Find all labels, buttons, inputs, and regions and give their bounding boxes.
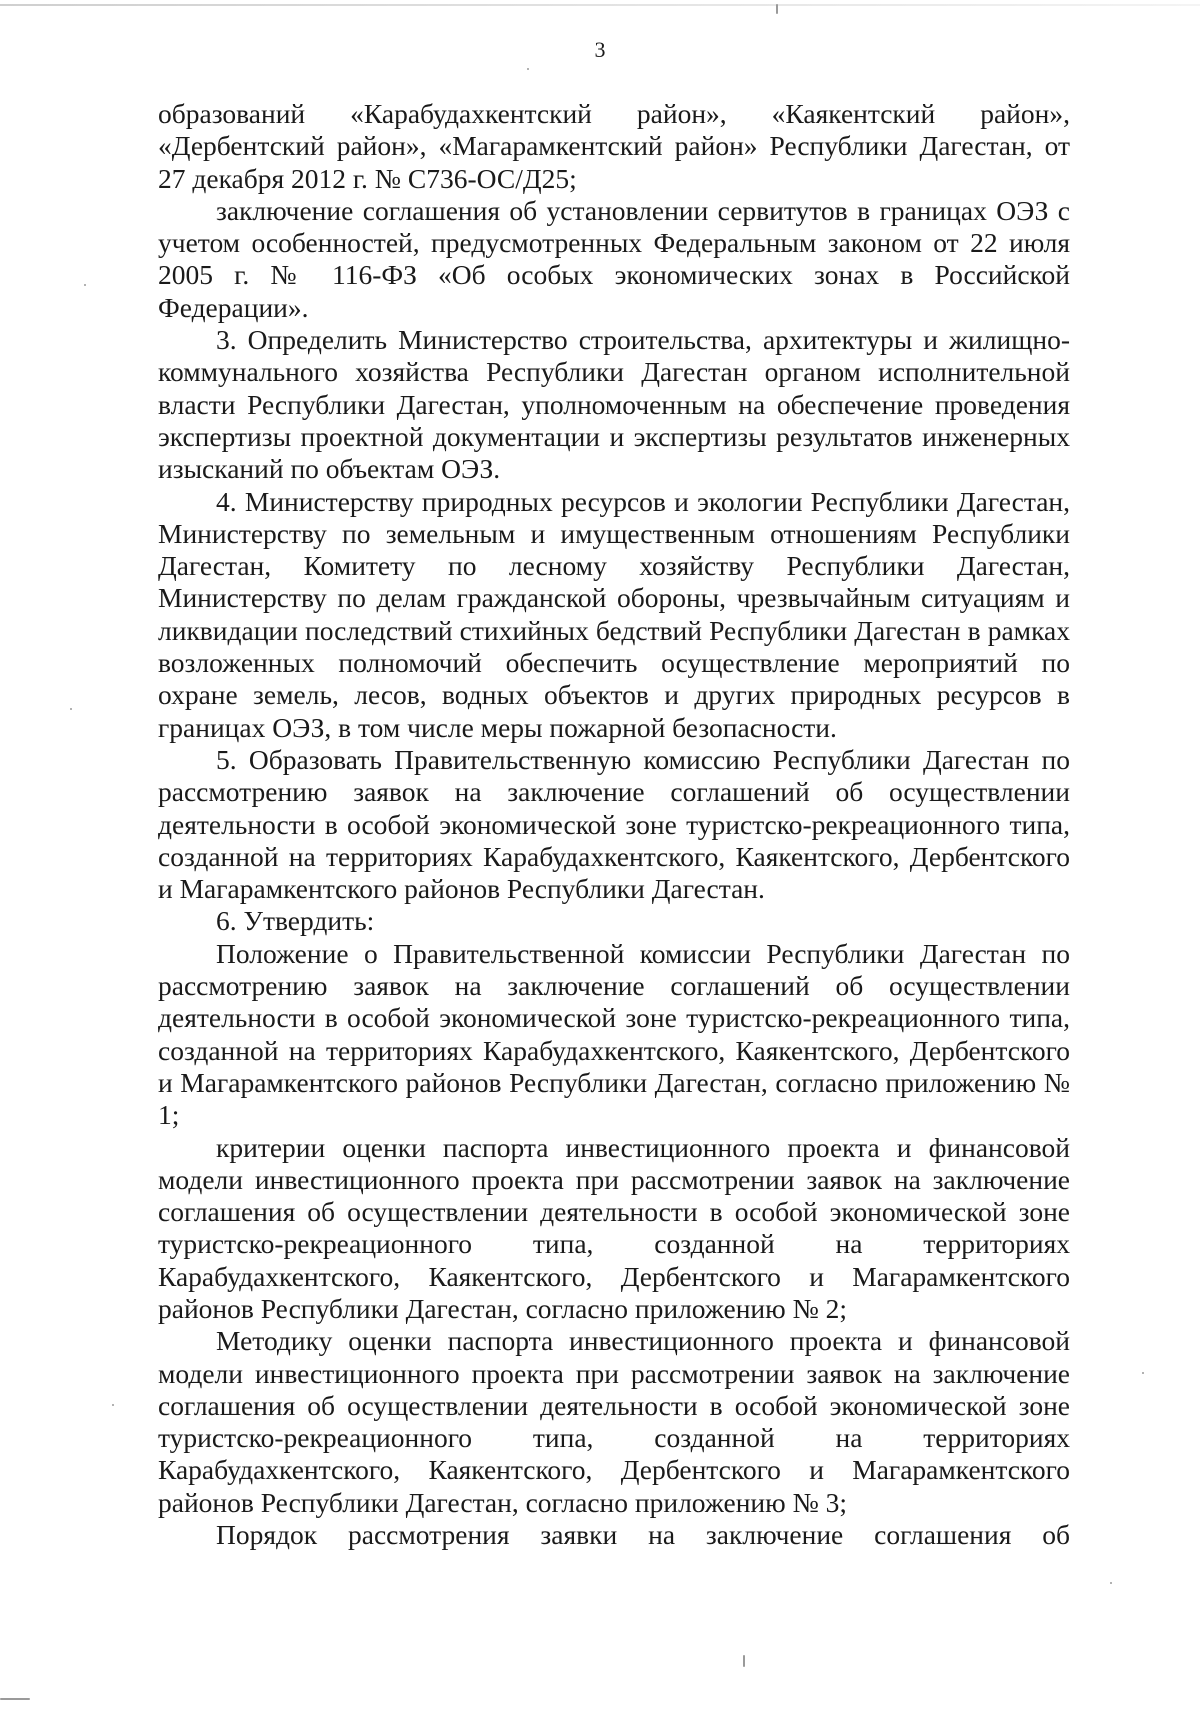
paragraph-review-procedure: Порядок рассмотрения заявки на заключение соглашения об xyxy=(216,1519,1070,1551)
paragraph-item-6: 6. Утвердить: xyxy=(216,905,375,937)
scan-speck xyxy=(84,284,86,286)
paragraph-evaluation-method: Методику оценки паспорта инвестиционного проекта и финансовой модели инвестиционного проекта при рассмотрении заявок на заключение соглашения об осуществлении деятельности в особой экономической зоне туристско-рекреационного типа, созданной на территориях Карабудахкентского, Каякентского, Дербентского и Магарамкентского районов Республики Дагестан, согласно приложению № 3; xyxy=(158,1325,1070,1518)
scan-speck xyxy=(0,1698,30,1700)
scan-speck xyxy=(776,4,778,14)
scan-speck xyxy=(70,708,72,710)
paragraph-continuation: образований «Карабудахкентский район», «Каякентский район», «Дербентский район», «Магарамкентский район» Республики Дагестан, от 27 декабря 2012 г. № С736-ОС/Д25; xyxy=(158,98,1070,194)
paragraph-servitude-agreement: заключение соглашения об установлении сервитутов в границах ОЭЗ с учетом особенностей, предусмотренных Федеральным законом от 22 июля 2005 г. № 116-ФЗ «Об особых экономических зонах в Российской Федерации». xyxy=(158,194,1070,323)
scan-edge-line xyxy=(0,4,1200,6)
scan-speck xyxy=(743,1655,745,1667)
document-body xyxy=(158,98,1070,1551)
paragraph-evaluation-criteria: критерии оценки паспорта инвестиционного проекта и финансовой модели инвестиционного проекта при рассмотрении заявок на заключение соглашения об осуществлении деятельности в особой экономической зоне туристско-рекреационного типа, созданной на территориях Карабудахкентского, Каякентского, Дербентского и Магарамкентского районов Республики Дагестан, согласно приложению № 2; xyxy=(158,1131,1070,1324)
page-number: 3 xyxy=(594,37,606,62)
paragraph-item-5: 5. Образовать Правительственную комиссию Республики Дагестан по рассмотрению заявок на заключение соглашений об осуществлении деятельности в особой экономической зоне туристско-рекреационного типа, созданной на территориях Карабудахкентского, Каякентского, Дербентского и Магарамкентского районов Республики Дагестан. xyxy=(158,743,1070,905)
paragraph-item-4: 4. Министерству природных ресурсов и экологии Республики Дагестан, Министерству по земельным и имущественным отношениям Республики Дагестан, Комитету по лесному хозяйству Республики Дагестан, Министерству по делам гражданской обороны, чрезвычайным ситуациям и ликвидации последствий стихийных бедствий Республики Дагестан в рамках возложенных полномочий обеспечить осуществление мероприятий по охране земель, лесов, водных объектов и других природных ресурсов в границах ОЭЗ, в том числе меры пожарной безопасности. xyxy=(158,485,1070,743)
scan-speck xyxy=(527,68,529,70)
paragraph-item-3: 3. Определить Министерство строительства, архитектуры и жилищно-коммунального хозяйства Республики Дагестан органом исполнительной власти Республики Дагестан, уполномоченным на обеспечение проведения экспертизы проектной документации и экспертизы результатов инженерных изысканий по объектам ОЭЗ. xyxy=(158,324,1070,485)
scan-speck xyxy=(1110,1582,1112,1584)
paragraph-commission-regulation: Положение о Правительственной комиссии Республики Дагестан по рассмотрению заявок на заключение соглашений об осуществлении деятельности в особой экономической зоне туристско-рекреационного типа, созданной на территориях Карабудахкентского, Каякентского, Дербентского и Магарамкентского районов Республики Дагестан, согласно приложению № 1; xyxy=(158,937,1070,1131)
scan-speck xyxy=(112,1404,114,1406)
scan-speck xyxy=(1142,1372,1144,1374)
